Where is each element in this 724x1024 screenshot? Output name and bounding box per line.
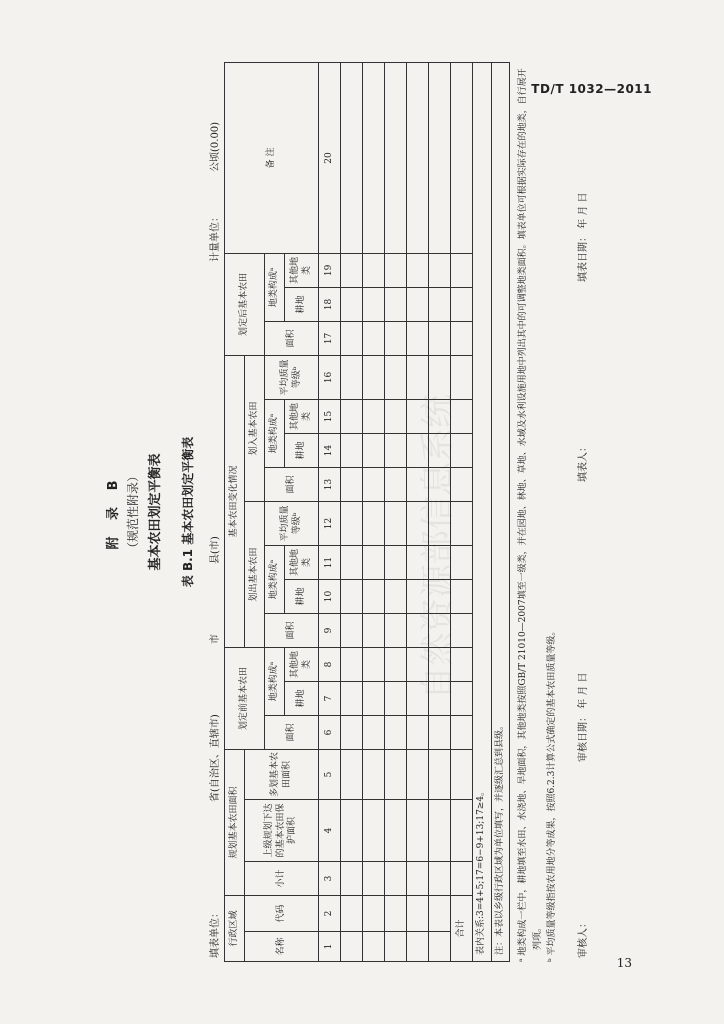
column-number: 13	[319, 467, 341, 501]
column-number-row	[319, 63, 341, 962]
column-number: 20	[319, 63, 341, 254]
table-cell	[363, 321, 385, 355]
table-cell	[385, 253, 407, 287]
table-cell	[429, 433, 451, 467]
table-cell	[385, 932, 407, 962]
table-cell	[429, 799, 451, 861]
document-code: TD/T 1032—2011	[531, 82, 652, 96]
table-cell	[429, 681, 451, 715]
table-cell	[407, 861, 429, 895]
column-number: 14	[319, 433, 341, 467]
table-meta	[204, 62, 224, 962]
table-cell	[341, 63, 363, 254]
table-cell	[429, 321, 451, 355]
table-cell	[385, 321, 407, 355]
table-cell	[429, 749, 451, 799]
header-subtotal: 小计	[245, 861, 319, 895]
table-cell	[451, 545, 473, 579]
page-number: 13	[616, 956, 632, 970]
header-in-land-type: 地类构成ᵃ	[265, 399, 285, 467]
table-cell	[451, 681, 473, 715]
table-cell	[341, 715, 363, 749]
header-in-arable: 耕地	[285, 433, 319, 467]
table-cell	[429, 715, 451, 749]
table-cell	[407, 895, 429, 931]
table-cell	[363, 399, 385, 433]
table-cell	[385, 467, 407, 501]
column-number: 1	[319, 932, 341, 962]
review-date: 审核日期： 年 月 日	[577, 672, 589, 762]
header-out-area: 面积	[265, 613, 319, 647]
table-cell	[363, 355, 385, 399]
table-cell	[385, 287, 407, 321]
table-cell	[363, 579, 385, 613]
relation-row	[473, 63, 492, 962]
table-cell	[385, 355, 407, 399]
table-cell	[363, 749, 385, 799]
table-cell	[451, 647, 473, 681]
header-in-area: 面积	[265, 467, 319, 501]
table-cell	[363, 681, 385, 715]
table-cell	[429, 895, 451, 931]
table-cell	[429, 545, 451, 579]
table-cell	[407, 799, 429, 861]
table-cell	[385, 579, 407, 613]
table-cell	[429, 613, 451, 647]
table-relation: 表内关系:3=4+5;17=6−9+13;17≥4。	[473, 63, 492, 962]
table-cell	[407, 63, 429, 254]
table-cell	[451, 355, 473, 399]
table-cell	[341, 501, 363, 545]
table-row	[363, 63, 385, 962]
county-label: 县(市)	[210, 536, 221, 564]
column-number: 3	[319, 861, 341, 895]
reviewer-label: 审核人：	[577, 918, 589, 958]
table-cell	[363, 253, 385, 287]
table-cell	[429, 355, 451, 399]
table-cell	[407, 467, 429, 501]
appendix-type: （规范性附录）	[126, 470, 140, 555]
filler-label: 填表人：	[577, 442, 589, 482]
table-row	[407, 63, 429, 962]
header-after-area: 面积	[265, 321, 319, 355]
table-cell	[429, 467, 451, 501]
table-cell	[341, 647, 363, 681]
header-in-grade: 平均质量等级ᵇ	[265, 355, 319, 399]
province-label: 省(自治区、直辖市)	[210, 714, 221, 802]
table-cell	[363, 715, 385, 749]
table-cell	[341, 799, 363, 861]
table-cell	[429, 63, 451, 254]
watermark: 自然资源部信息系统	[418, 394, 458, 700]
table-cell	[363, 647, 385, 681]
column-number: 8	[319, 647, 341, 681]
city-label: 市	[210, 634, 221, 644]
column-number: 10	[319, 579, 341, 613]
table-cell	[385, 647, 407, 681]
table-cell	[407, 501, 429, 545]
table-cell	[363, 501, 385, 545]
table-cell	[385, 681, 407, 715]
table-cell	[429, 501, 451, 545]
table-title: 表 B.1 基本农田划定平衡表	[181, 436, 195, 588]
table-cell	[385, 399, 407, 433]
table-cell	[451, 501, 473, 545]
table-cell	[451, 63, 473, 254]
header-admin-region: 行政区域	[225, 895, 245, 961]
appendix-label: 附 录 B	[106, 474, 121, 550]
column-number: 16	[319, 355, 341, 399]
header-name: 名称	[245, 932, 319, 962]
column-number: 4	[319, 799, 341, 861]
table-cell	[341, 399, 363, 433]
table-cell	[451, 861, 473, 895]
table-cell	[407, 613, 429, 647]
table-cell	[451, 399, 473, 433]
table-cell	[429, 253, 451, 287]
table-cell	[451, 799, 473, 861]
column-number: 17	[319, 321, 341, 355]
table-cell	[385, 545, 407, 579]
table-cell	[341, 681, 363, 715]
total-row	[451, 63, 473, 962]
table-cell	[363, 287, 385, 321]
column-number: 6	[319, 715, 341, 749]
column-number: 2	[319, 895, 341, 931]
header-planned-area: 规划基本农田面积	[225, 749, 245, 895]
table-cell	[363, 613, 385, 647]
unit-label: 填表单位：	[210, 908, 221, 958]
header-extra-area: 多划基本农田面积	[245, 749, 319, 799]
table-cell	[407, 433, 429, 467]
table-cell	[429, 399, 451, 433]
header-before-other: 其他地类	[285, 647, 319, 681]
table-row	[341, 63, 363, 962]
header-out-other: 其他地类	[285, 545, 319, 579]
table-cell	[341, 613, 363, 647]
table-cell	[363, 895, 385, 931]
table-cell	[407, 287, 429, 321]
column-number: 15	[319, 399, 341, 433]
table-cell	[341, 355, 363, 399]
table-cell	[385, 861, 407, 895]
fill-date: 填表日期： 年 月 日	[577, 192, 589, 282]
table-cell	[363, 799, 385, 861]
footnote-b: ᵇ 平均质量等级指按农用地分等成果，按照6.2.3计算公式确定的基本农田质量等级。	[547, 626, 558, 962]
header-out: 划出基本农田	[245, 501, 265, 647]
table-cell	[341, 253, 363, 287]
table-cell	[407, 681, 429, 715]
table-cell	[341, 861, 363, 895]
table-cell	[363, 861, 385, 895]
footnotes	[516, 62, 559, 962]
appendix-title: 基本农田划定平衡表	[148, 453, 163, 571]
header-out-grade: 平均质量等级ᵇ	[265, 501, 319, 545]
header-before-land-type: 地类构成ᵃ	[265, 647, 285, 715]
table-cell	[407, 647, 429, 681]
header-after: 划定后基本农田	[225, 253, 265, 355]
table-cell	[385, 433, 407, 467]
rotated-content	[100, 62, 640, 962]
table-cell	[407, 355, 429, 399]
table-cell	[363, 63, 385, 254]
measure-unit-label: 计量单位：	[210, 212, 221, 262]
table-cell	[451, 749, 473, 799]
header-before-arable: 耕地	[285, 681, 319, 715]
header-before: 划定前基本农田	[225, 647, 265, 749]
table-cell	[341, 321, 363, 355]
table-cell	[407, 579, 429, 613]
table-cell	[429, 287, 451, 321]
table-cell	[451, 715, 473, 749]
table-cell	[451, 433, 473, 467]
balance-table	[224, 62, 510, 962]
table-cell	[407, 253, 429, 287]
table-cell	[451, 467, 473, 501]
header-after-arable: 耕地	[285, 287, 319, 321]
table-cell	[385, 613, 407, 647]
header-upper-level: 上级规划下达的基本农田保护面积	[245, 799, 319, 861]
column-number: 12	[319, 501, 341, 545]
column-number: 9	[319, 613, 341, 647]
table-cell	[407, 932, 429, 962]
header-in-other: 其他地类	[285, 399, 319, 433]
header-code: 代码	[245, 895, 319, 931]
header-out-land-type: 地类构成ᵃ	[265, 545, 285, 613]
table-cell	[341, 545, 363, 579]
table-cell	[363, 467, 385, 501]
measure-unit-value: 公顷(0.00)	[210, 121, 221, 172]
table-cell	[429, 861, 451, 895]
appendix-heading	[102, 62, 163, 962]
total-label: 合计	[451, 895, 473, 961]
table-row	[429, 63, 451, 962]
table-cell	[341, 749, 363, 799]
note-row	[491, 63, 510, 962]
table-cell	[385, 749, 407, 799]
table-cell	[429, 647, 451, 681]
table-cell	[451, 321, 473, 355]
table-row	[385, 63, 407, 962]
table-cell	[385, 501, 407, 545]
table-cell	[341, 467, 363, 501]
table-cell	[341, 287, 363, 321]
table-cell	[407, 399, 429, 433]
table-cell	[385, 63, 407, 254]
table-cell	[451, 579, 473, 613]
table-cell	[363, 932, 385, 962]
table-cell	[341, 579, 363, 613]
header-out-arable: 耕地	[285, 579, 319, 613]
header-after-land-type: 地类构成ᵃ	[265, 253, 285, 321]
column-number: 19	[319, 253, 341, 287]
header-after-other: 其他地类	[285, 253, 319, 287]
table-cell	[385, 799, 407, 861]
header-in: 划入基本农田	[245, 355, 265, 501]
table-cell	[385, 895, 407, 931]
signoff	[574, 62, 594, 962]
table-cell	[429, 932, 451, 962]
header-remark: 备 注	[225, 63, 319, 254]
table-cell	[363, 545, 385, 579]
table-cell	[341, 932, 363, 962]
table-cell	[385, 715, 407, 749]
table-cell	[451, 287, 473, 321]
header-change: 基本农田变化情况	[225, 355, 245, 647]
table-cell	[407, 749, 429, 799]
table-cell	[407, 545, 429, 579]
footnote-a: ᵃ 地类构成一栏中，耕地填至水田、水浇地、旱地面积，其他地类按照GB/T 21010—2007填至一级类，并在园地、林地、草地、水域及水利设施用地中列出其中的可调整地类面积。填表单位可根据实际存在的地类，自行展开列项。	[518, 68, 543, 962]
header-before-area: 面积	[265, 715, 319, 749]
table-cell	[341, 433, 363, 467]
table-cell	[407, 321, 429, 355]
table-cell	[407, 715, 429, 749]
table-cell	[451, 253, 473, 287]
column-number: 18	[319, 287, 341, 321]
table-note: 注：本表以乡级行政区域为单位填写，并逐级汇总到县级。	[491, 63, 510, 962]
column-number: 11	[319, 545, 341, 579]
table-cell	[363, 433, 385, 467]
table-cell	[451, 613, 473, 647]
column-number: 5	[319, 749, 341, 799]
table-cell	[429, 579, 451, 613]
column-number: 7	[319, 681, 341, 715]
table-cell	[341, 895, 363, 931]
